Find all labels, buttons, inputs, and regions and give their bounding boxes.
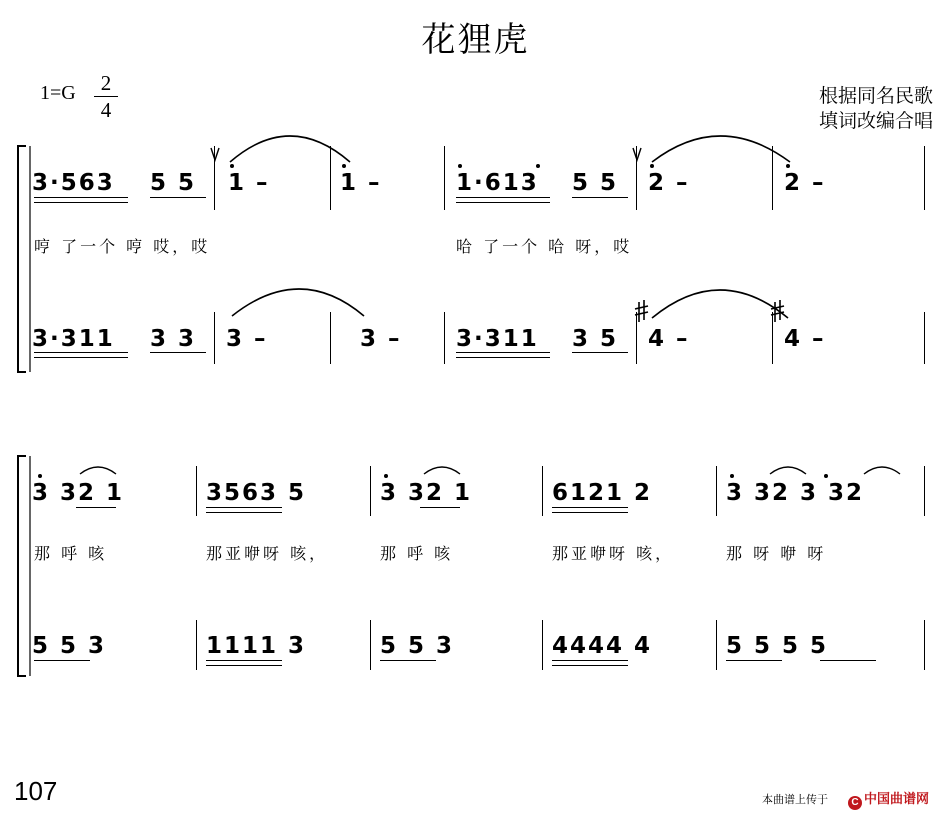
slur [770, 467, 806, 474]
slur [864, 467, 900, 474]
note-group: 6121 2 [552, 480, 653, 506]
note-group: 1 – [340, 170, 382, 196]
note-group: 4 – [784, 326, 826, 352]
lyric-line: 哼 了一个 哼 哎，哎 [34, 237, 211, 256]
site-name: 中国曲谱网 [864, 791, 930, 806]
note-group: 3 32 1 [380, 480, 473, 506]
lyric-line: 哈 了一个 哈 呀，哎 [456, 237, 633, 256]
note-group: 3563 5 [206, 480, 307, 506]
note-group: 5 5 [572, 170, 619, 196]
note-group: 3·311 [32, 326, 115, 352]
note-group: 1·613 [456, 170, 539, 196]
note-group: 5 5 [150, 170, 197, 196]
lyric-line: 那亚咿呀 咳， [552, 544, 675, 563]
upload-note: 本曲谱上传于 [762, 794, 828, 806]
system-bracket [18, 146, 26, 372]
note-group: 2 – [648, 170, 690, 196]
note-group: 2 – [784, 170, 826, 196]
time-signature-bottom: 4 [100, 98, 112, 122]
credit-line-2: 填词改编合唱 [818, 110, 933, 132]
note-group: 3 32 3 32 [726, 480, 865, 506]
note-group: 3 – [226, 326, 268, 352]
breath-mark-icon [633, 148, 641, 160]
note-group: 5 5 3 [32, 633, 107, 659]
note-group: 1111 3 [206, 633, 307, 659]
slur [80, 467, 116, 474]
slur [230, 136, 350, 162]
note-group: 5 5 3 [380, 633, 455, 659]
lyric-line: 那亚咿呀 咳， [206, 544, 329, 563]
slur [232, 289, 364, 316]
note-group: 3·311 [456, 326, 539, 352]
note-group: 3 3 [150, 326, 197, 352]
key-signature: 1=G [40, 82, 76, 104]
note-group: 3 – [360, 326, 402, 352]
note-group: 4 – [648, 326, 690, 352]
note-group: 5 5 5 5 [726, 633, 829, 659]
slur [652, 290, 788, 318]
page-number: 107 [14, 776, 58, 806]
lyric-line: 那 呼 咳 [380, 544, 454, 563]
note-group: 3·563 [32, 170, 115, 196]
note-group: 3 5 [572, 326, 619, 352]
breath-mark-icon [211, 148, 219, 160]
site-logo-icon: C [848, 796, 862, 810]
lyric-line: 那 呼 咳 [34, 544, 108, 563]
site-logo [848, 788, 929, 810]
time-signature-top: 2 [100, 71, 112, 95]
slur [652, 136, 790, 162]
credit-line-1: 根据同名民歌 [818, 85, 933, 107]
note-group: 1 – [228, 170, 270, 196]
lyric-line: 那 呀 咿 呀 [726, 544, 827, 563]
sharp-icon [635, 300, 648, 322]
slur [424, 467, 460, 474]
song-title: 花狸虎 [421, 20, 530, 60]
sharp-icon [771, 300, 784, 322]
note-group: 4444 4 [552, 633, 653, 659]
system-bracket [18, 456, 26, 676]
note-group: 3 32 1 [32, 480, 125, 506]
